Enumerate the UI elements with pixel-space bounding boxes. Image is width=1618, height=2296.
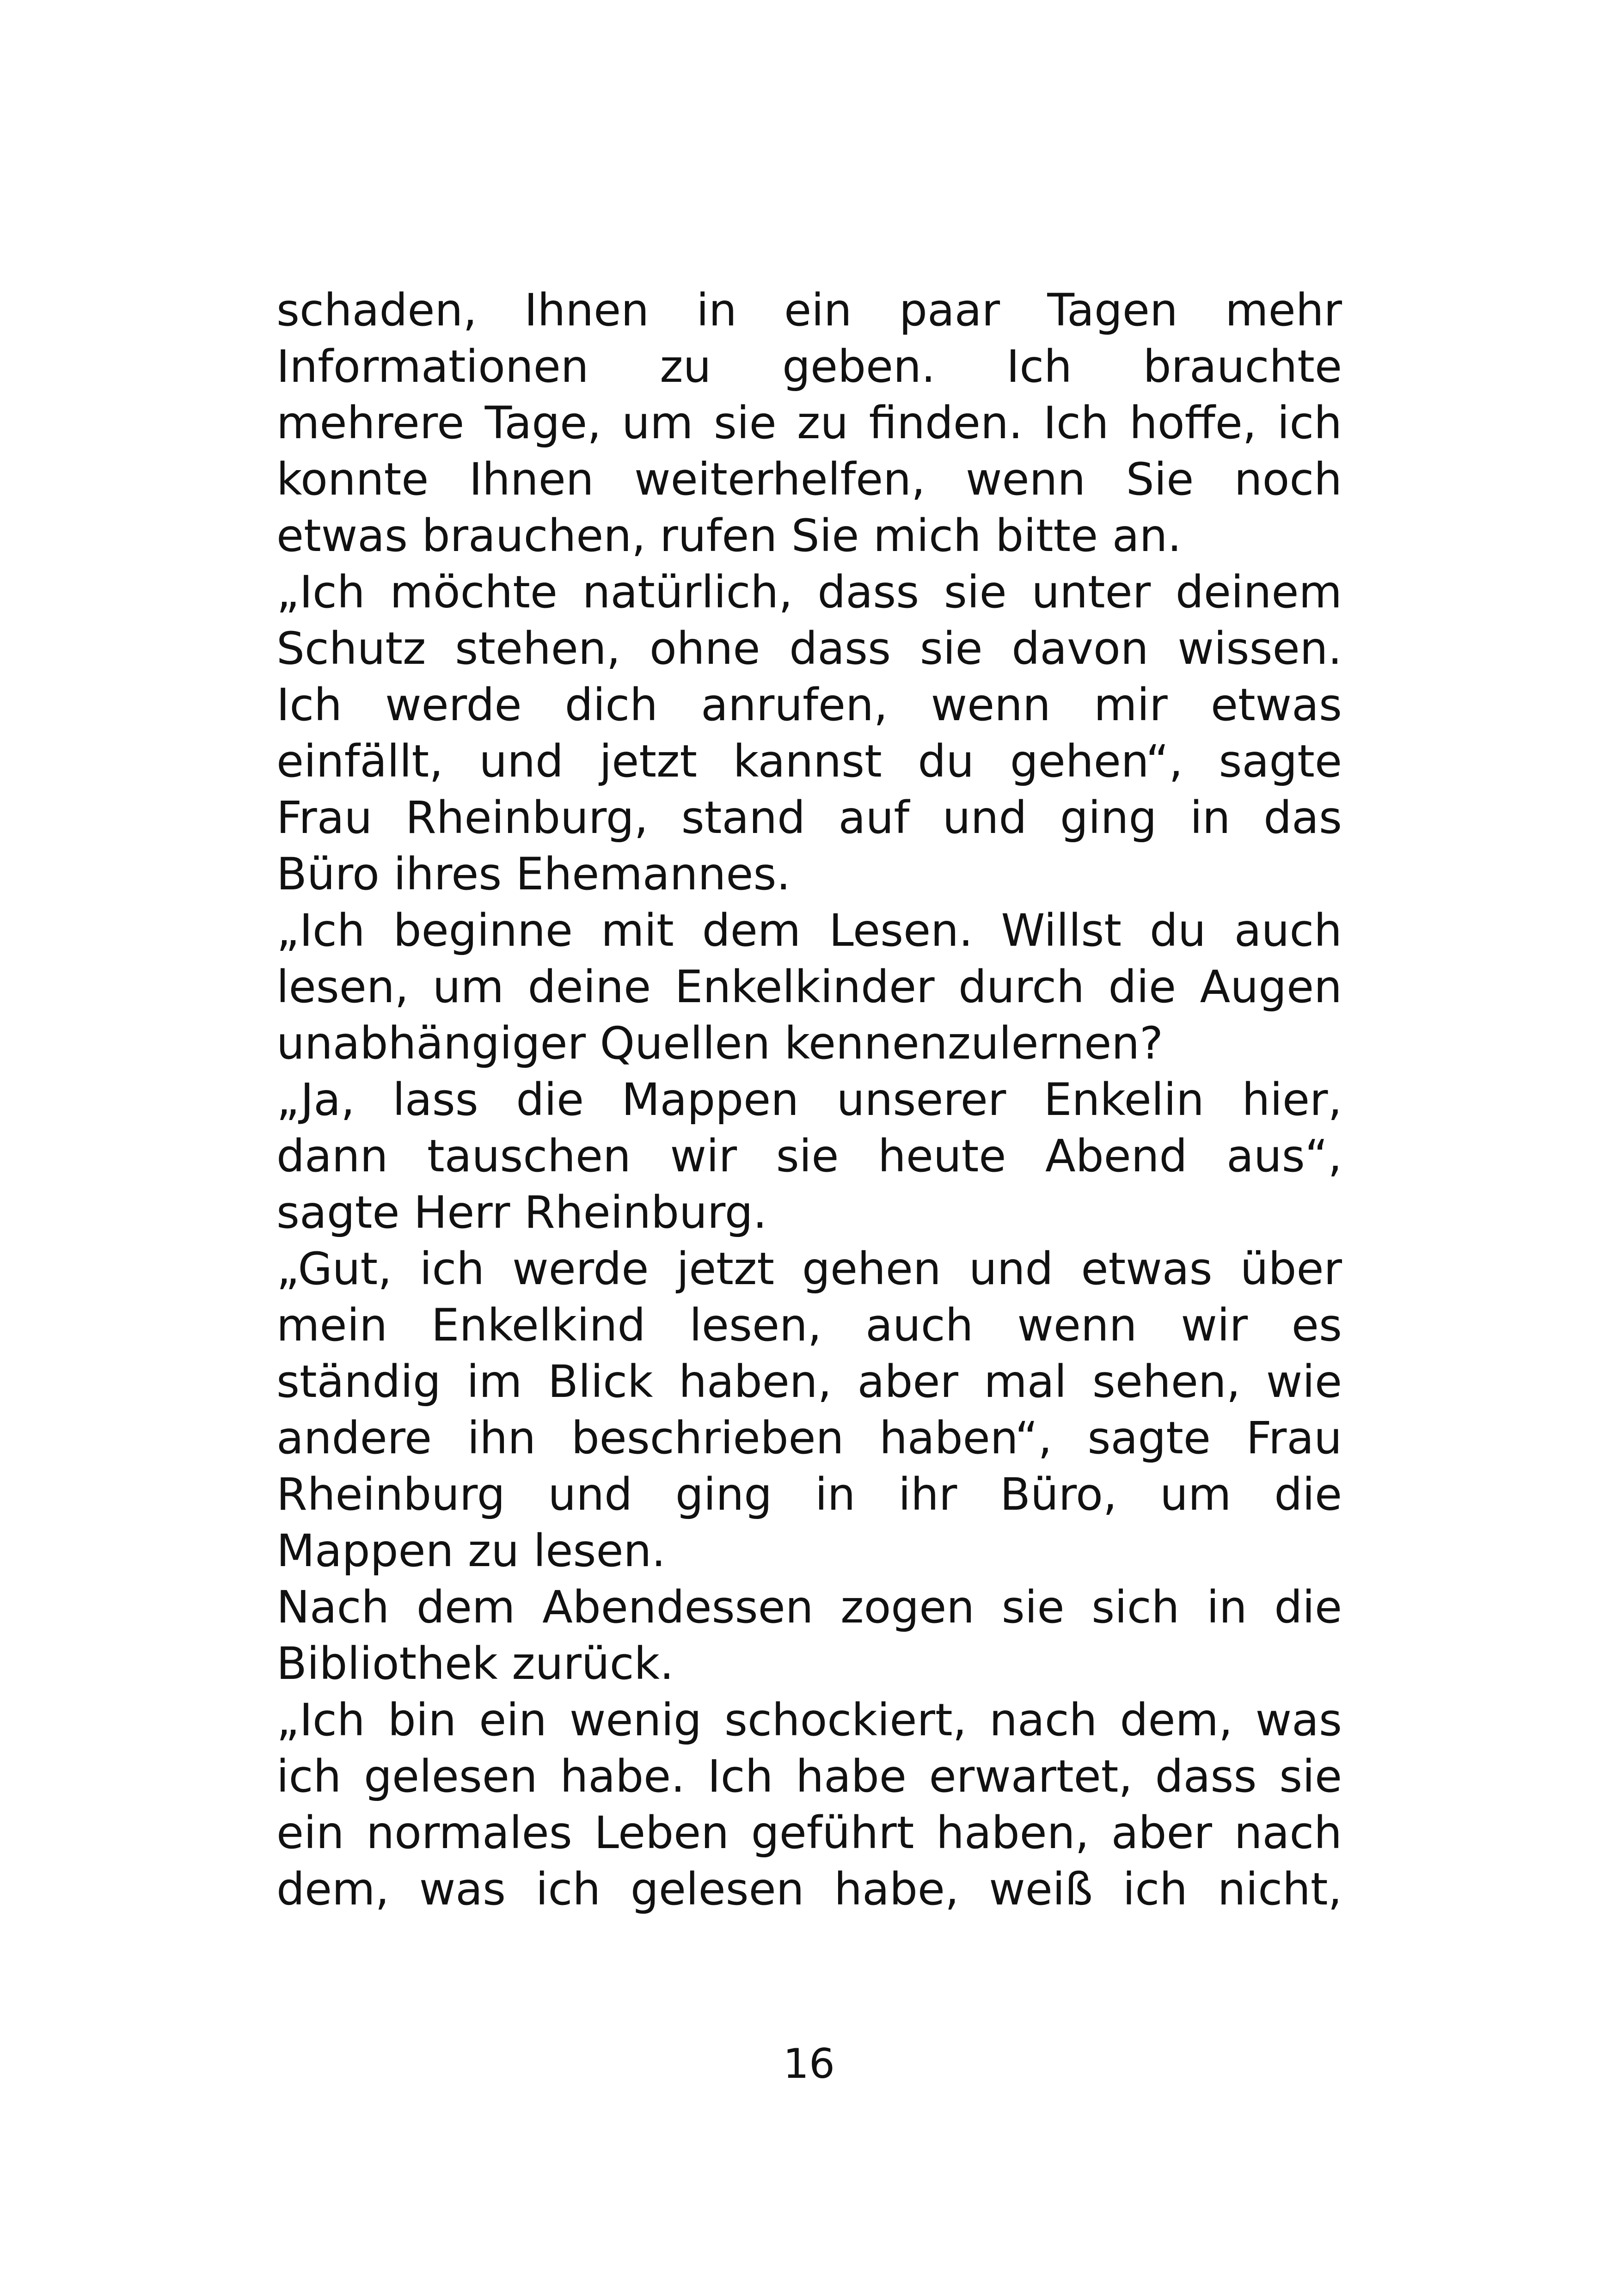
text-line: dem, was ich gelesen habe, weiß ich nicht, xyxy=(276,1863,1342,1915)
text-line: Nach dem Abendessen zogen sie sich in die xyxy=(276,1581,1342,1633)
text-line: „Gut, ich werde jetzt gehen und etwas über xyxy=(276,1243,1342,1295)
text-line: andere ihn beschrieben haben“, sagte Frau xyxy=(276,1412,1342,1464)
text-line: sagte Herr Rheinburg. xyxy=(276,1187,767,1238)
text-line: Rheinburg und ging in ihr Büro, um die xyxy=(276,1469,1342,1520)
text-line: lesen, um deine Enkelkinder durch die Augen xyxy=(276,961,1342,1013)
text-line: Bibliothek zurück. xyxy=(276,1638,674,1690)
text-line: unabhängiger Quellen kennenzulernen? xyxy=(276,1017,1164,1069)
text-line: Mappen zu lesen. xyxy=(276,1525,666,1577)
text-line: mein Enkelkind lesen, auch wenn wir es xyxy=(276,1299,1342,1351)
text-line: konnte Ihnen weiterhelfen, wenn Sie noch xyxy=(276,453,1342,505)
text-line: schaden, Ihnen in ein paar Tagen mehr xyxy=(276,284,1342,336)
text-line: Frau Rheinburg, stand auf und ging in das xyxy=(276,792,1342,844)
text-line: „Ja, lass die Mappen unserer Enkelin hier, xyxy=(276,1074,1342,1126)
text-line: etwas brauchen, rufen Sie mich bitte an. xyxy=(276,510,1182,562)
text-line: dann tauschen wir sie heute Abend aus“, xyxy=(276,1130,1342,1182)
text-line: mehrere Tage, um sie zu finden. Ich hoffe, ich xyxy=(276,397,1342,449)
text-line: „Ich möchte natürlich, dass sie unter deinem xyxy=(276,566,1342,618)
text-line: ständig im Blick haben, aber mal sehen, wie xyxy=(276,1356,1342,1408)
text-line: Informationen zu geben. Ich brauchte xyxy=(276,341,1342,392)
text-line: einfällt, und jetzt kannst du gehen“, sagte xyxy=(276,735,1342,787)
page-number: 16 xyxy=(783,2040,835,2088)
text-line: ein normales Leben geführt haben, aber nach xyxy=(276,1807,1342,1859)
text-line: „Ich beginne mit dem Lesen. Willst du auch xyxy=(276,905,1342,956)
body-text xyxy=(276,282,1342,1917)
text-line: Büro ihres Ehemannes. xyxy=(276,848,791,900)
text-line: Ich werde dich anrufen, wenn mir etwas xyxy=(276,679,1342,731)
text-line: Schutz stehen, ohne dass sie davon wissen. xyxy=(276,623,1342,674)
text-line: „Ich bin ein wenig schockiert, nach dem, was xyxy=(276,1694,1342,1746)
text-line: ich gelesen habe. Ich habe erwartet, dass sie xyxy=(276,1751,1342,1802)
